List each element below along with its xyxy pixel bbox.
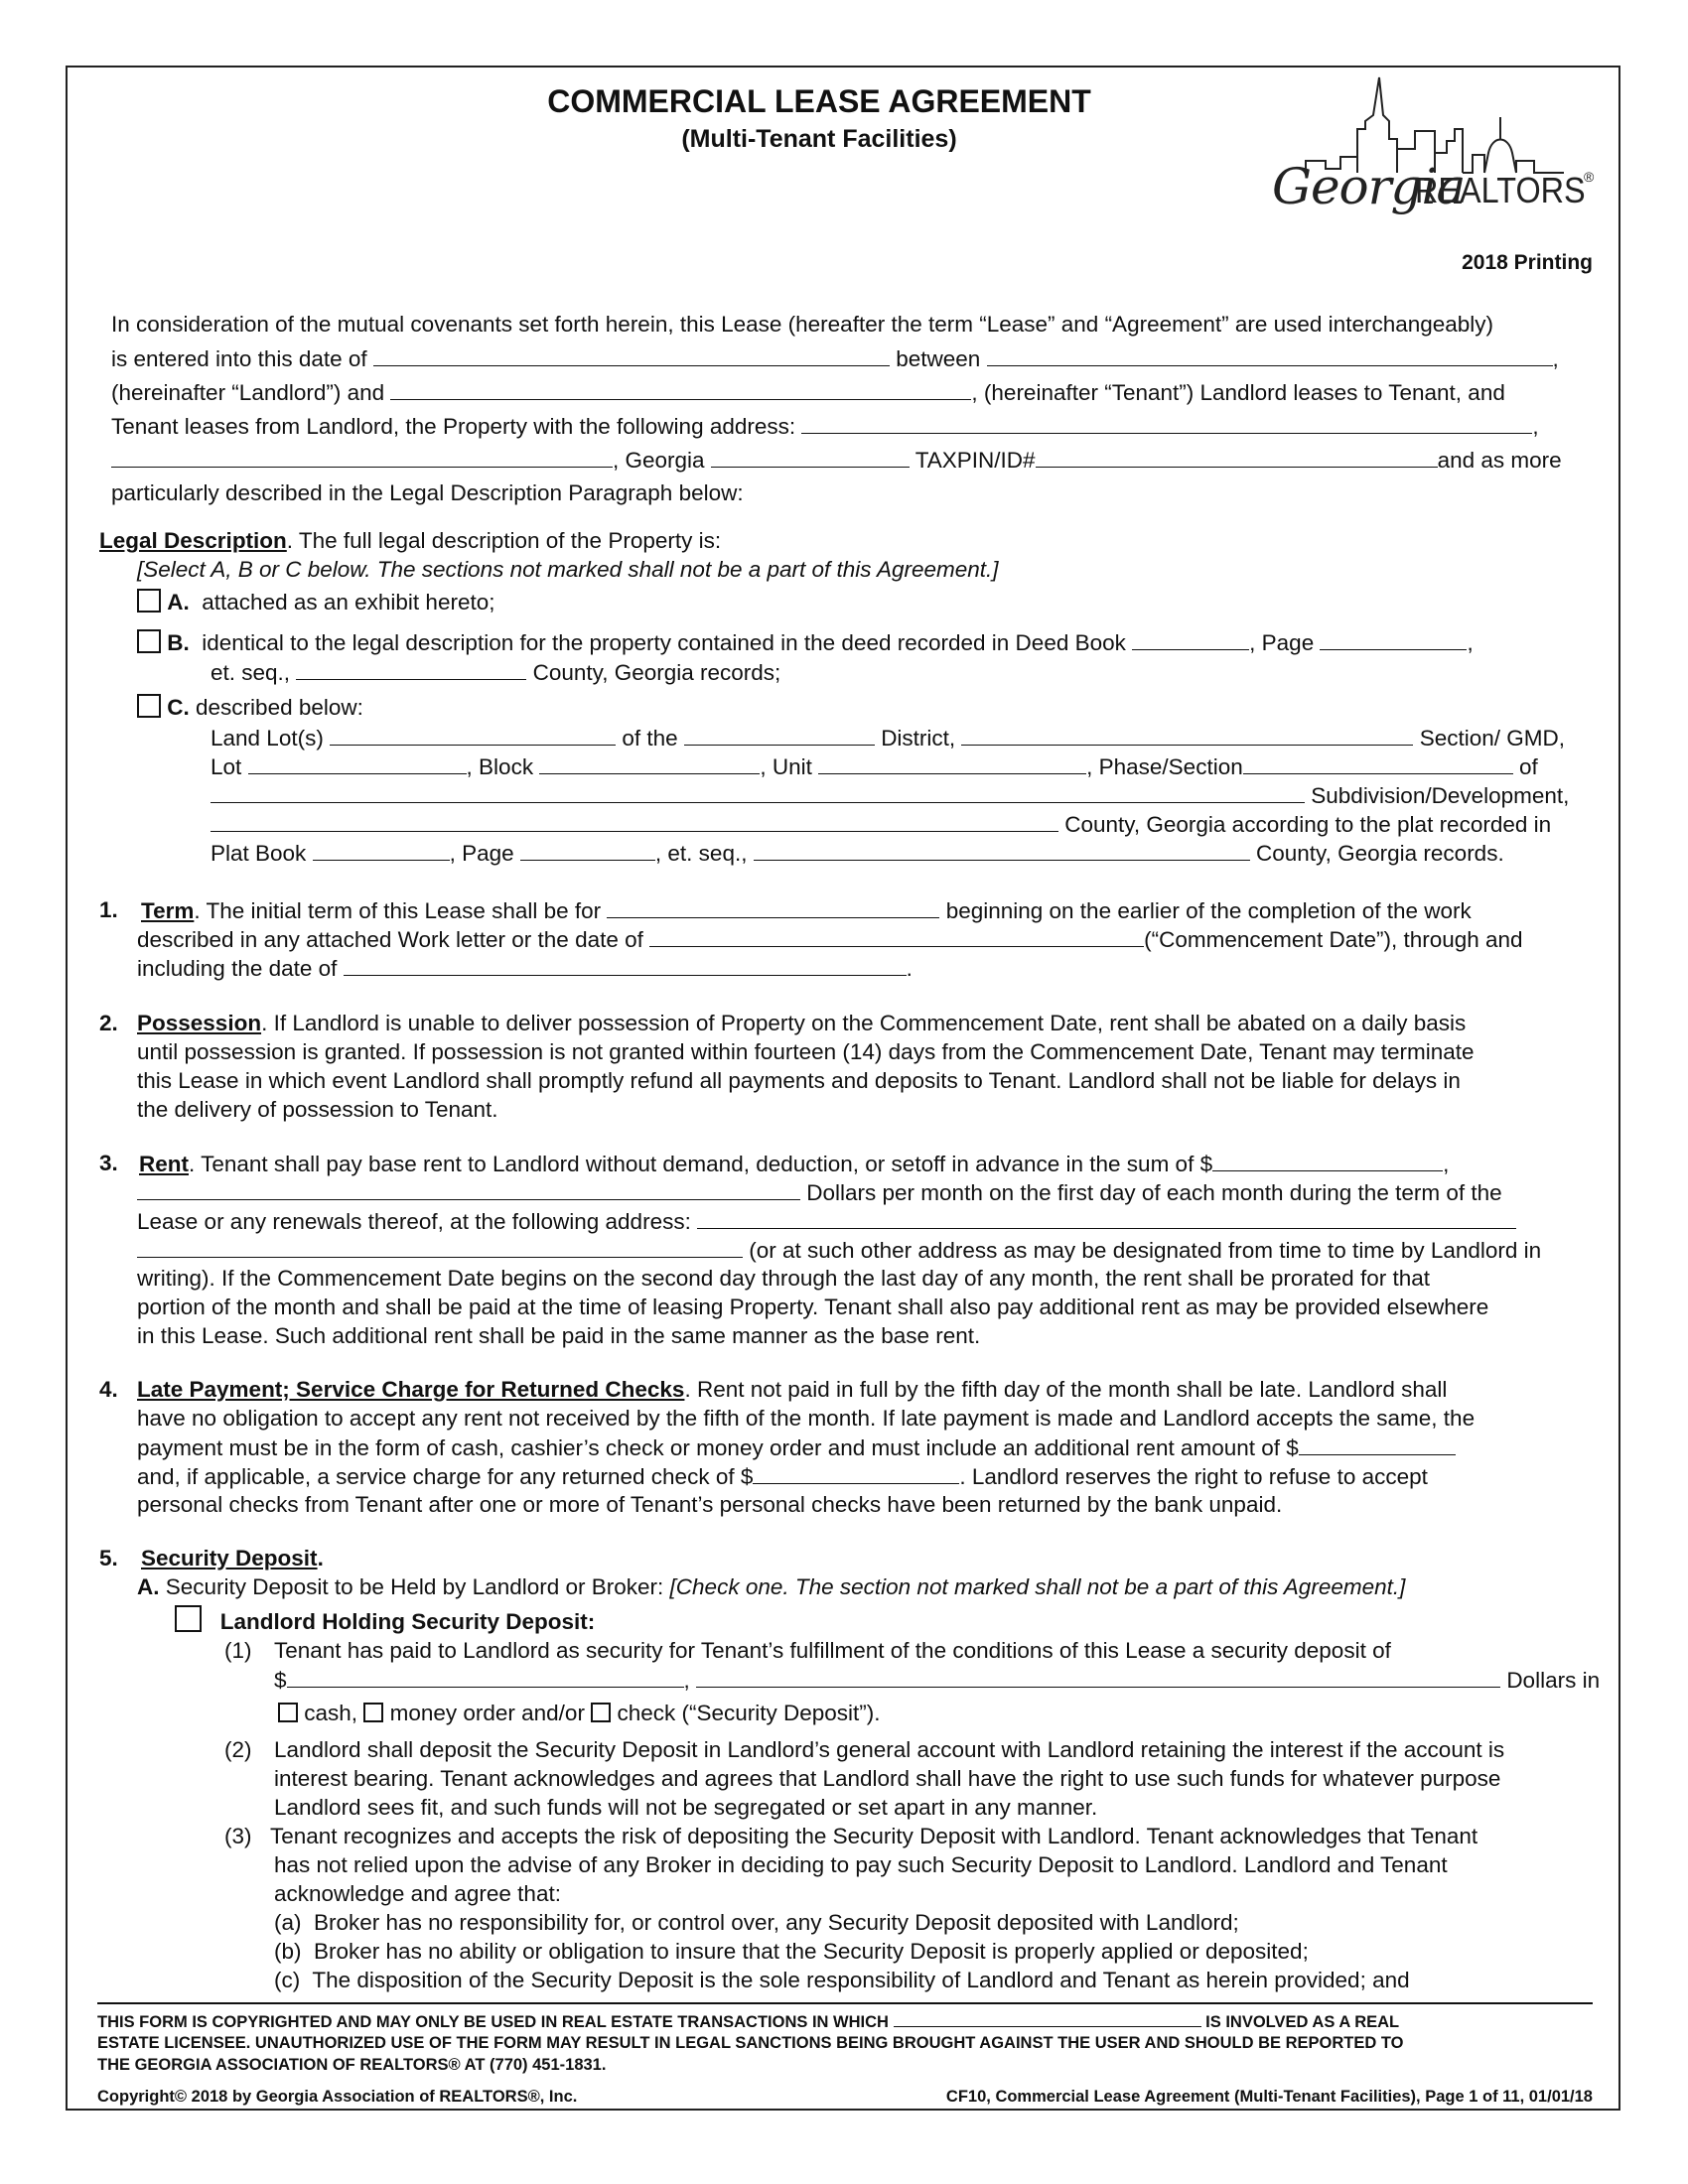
landlord-holding-line (175, 1605, 595, 1636)
rent-line-3 (137, 1206, 1516, 1236)
deposit-heading: Security Deposit (141, 1546, 318, 1570)
deposit-p2-line-1: Landlord shall deposit the Security Deposit in Landlord’s general account with Landlord retaining the interest if the account is (274, 1737, 1505, 1762)
possession-line-2: until possession is granted. If possession is not granted within fourteen (14) days from the Commencement Date, Tenant may terminate (137, 1039, 1475, 1064)
intro-line-4 (111, 411, 1539, 441)
deposit-sub-a (274, 1908, 1239, 1937)
logo-caps-text: REALTORS (1415, 170, 1586, 210)
check-label: check (“Security Deposit”). (617, 1701, 881, 1725)
taxpin-field[interactable] (1036, 445, 1438, 468)
rent-line-6: portion of the month and shall be paid at the time of leasing Property. Tenant shall also pay additional rent as may be provided elsewhere (137, 1295, 1489, 1319)
georgia-label: , Georgia (613, 448, 705, 473)
comma: , (1552, 346, 1559, 371)
page-subtitle: (Multi-Tenant Facilities) (681, 125, 957, 153)
landlord-name-field[interactable] (987, 343, 1553, 366)
sub-c-label: (c) (274, 1968, 301, 1992)
deposit-num: 5. (99, 1546, 118, 1570)
phase-label: , Phase/Section (1086, 754, 1243, 779)
deposit-p2-num: (2) (224, 1737, 252, 1762)
plat-etseq-label: , et. seq., (654, 841, 748, 866)
footer-line-3: THE GEORGIA ASSOCIATION OF REALTORS® AT (770) 451-1831. (97, 2056, 607, 2074)
rent-text-3: Lease or any renewals thereof, at the following address: (137, 1209, 691, 1234)
comma: , (1443, 1152, 1450, 1176)
rent-line-7: in this Lease. Such additional rent shall be paid in the same manner as the base rent. (137, 1323, 981, 1348)
option-c-checkbox[interactable] (137, 694, 161, 718)
commencement-date-field[interactable] (649, 924, 1144, 947)
period: . (317, 1546, 324, 1570)
late-num: 4. (99, 1377, 118, 1402)
possession-text-1: . If Landlord is unable to deliver possession of Property on the Commencement Date, rent shall be abated on a daily basis (261, 1011, 1467, 1035)
deposit-sub-c (274, 1966, 1410, 1994)
printing-year: 2018 Printing (1462, 251, 1593, 274)
term-heading: Term (141, 898, 195, 923)
landlord-label: (hereinafter “Landlord”) and (111, 380, 385, 405)
deposit-p3-line-1: Tenant recognizes and accepts the risk of depositing the Security Deposit with Landlord. Tenant acknowledges that Tenant (270, 1824, 1478, 1848)
deposit-p2-line-3: Landlord sees fit, and such funds will not be segregated or set apart in any manner. (274, 1795, 1098, 1820)
rent-dollars-words-field[interactable] (137, 1177, 800, 1200)
county-records-label: County, Georgia records; (532, 660, 781, 685)
possession-line-1 (137, 1009, 1466, 1037)
cash-label: cash, (304, 1701, 358, 1725)
legal-c-line-5 (211, 838, 1504, 868)
late-text-4: and, if applicable, a service charge for any returned check of $ (137, 1464, 754, 1489)
late-rent-amount-field[interactable] (1299, 1433, 1456, 1455)
deposit-p3-num: (3) (224, 1824, 252, 1848)
dollar-sign: $ (274, 1668, 287, 1693)
possession-heading: Possession (137, 1011, 262, 1035)
term-text-3: described in any attached Work letter or the date of (137, 927, 643, 952)
legal-option-c (137, 693, 363, 722)
deposit-amount-words-field[interactable] (696, 1665, 1500, 1688)
footer-divider (97, 2002, 1593, 2004)
comma: , (683, 1668, 690, 1693)
legal-option-a (137, 588, 494, 616)
sub-b-text: Broker has no ability or obligation to insure that the Security Deposit is properly applied or deposited; (314, 1939, 1309, 1964)
rent-address-field-2[interactable] (137, 1235, 743, 1258)
block-label: , Block (466, 754, 534, 779)
option-a-label: A. (167, 590, 190, 614)
of-the-label: of the (622, 726, 678, 751)
footer-text-1: THIS FORM IS COPYRIGHTED AND MAY ONLY BE USED IN REAL ESTATE TRANSACTIONS IN WHICH (97, 2013, 889, 2031)
rent-text-2: Dollars per month on the first day of each month during the term of the (806, 1180, 1502, 1205)
legal-option-b (137, 627, 1474, 657)
option-b-checkbox[interactable] (137, 629, 161, 653)
term-text-4: (“Commencement Date”), through and (1144, 927, 1523, 952)
legal-c-line-2 (211, 751, 1538, 781)
deposit-sub-b (274, 1937, 1309, 1966)
rent-num: 3. (99, 1151, 118, 1175)
plat-page-label: , Page (449, 841, 514, 866)
sub-a-text: Broker has no responsibility for, or control over, any Security Deposit deposited with Landlord; (314, 1910, 1239, 1935)
late-line-2: have no obligation to accept any rent not received by the fifth of the month. If late payment is made and Landlord accepts the same, the (137, 1406, 1476, 1431)
form-identifier: CF10, Commercial Lease Agreement (Multi-Tenant Facilities), Page 1 of 11, 01/01/18 (945, 2088, 1593, 2106)
county-plat-label: County, Georgia according to the plat recorded in (1064, 812, 1552, 837)
county-records-label: County, Georgia records. (1256, 841, 1504, 866)
taxpin-label: TAXPIN/ID# (914, 448, 1036, 473)
rent-amount-field[interactable] (1212, 1149, 1443, 1171)
returned-check-fee-field[interactable] (753, 1461, 959, 1484)
lot-label: Lot (211, 754, 242, 779)
option-b-text: identical to the legal description for the property contained in the deed recorded in Deed Book (202, 630, 1126, 655)
option-c-text: described below: (196, 695, 363, 720)
money-order-label: money order and/or (389, 1701, 585, 1725)
deposit-a-label: A. (137, 1574, 160, 1599)
possession-line-3: this Lease in which event Landlord shall promptly refund all payments and deposits to Tenant. Landlord shall not be liable for delays in (137, 1068, 1461, 1093)
etseq-label: et. seq., (211, 660, 291, 685)
deposit-p2-line-2: interest bearing. Tenant acknowledges and agrees that Landlord shall have the right to use such funds for whatever purpose (274, 1766, 1501, 1791)
landlord-holding-label: Landlord Holding Security Deposit: (219, 1609, 596, 1634)
comma: , (1467, 630, 1474, 655)
footer-line-2: ESTATE LICENSEE. UNAUTHORIZED USE OF THE FORM MAY RESULT IN LEGAL SANCTIONS BEING BROUGHT AGAINST THE USER AND SHOULD BE REPORTED TO (97, 2034, 1404, 2052)
property-zip-field[interactable] (711, 445, 910, 468)
legal-description-line (99, 526, 721, 555)
rent-line-2 (137, 1177, 1502, 1207)
lease-date-field[interactable] (373, 343, 890, 366)
term-line-3 (137, 953, 913, 983)
georgia-realtors-logo (1266, 69, 1604, 258)
page-label: , Page (1249, 630, 1315, 655)
option-a-checkbox[interactable] (137, 589, 161, 613)
deposit-a-text: Security Deposit to be Held by Landlord or Broker: (165, 1574, 664, 1599)
intro-line-2 (111, 343, 1559, 373)
intro-line-1: In consideration of the mutual covenants set forth herein, this Lease (hereafter the term “Lease” and “Agreement” are used interchangeably) (111, 312, 1494, 337)
intro-line-6: particularly described in the Legal Description Paragraph below: (111, 480, 744, 505)
rent-line-4 (137, 1235, 1541, 1265)
late-line-5: personal checks from Tenant after one or more of Tenant’s personal checks have been returned by the bank unpaid. (137, 1492, 1283, 1517)
comma: , (1532, 414, 1539, 439)
and-as-more-label: and as more (1437, 448, 1562, 473)
district-label: District, (881, 726, 956, 751)
licensee-field[interactable] (894, 2011, 1201, 2027)
term-text: . The initial term of this Lease shall be for (194, 898, 602, 923)
deposit-p1-line-2 (274, 1665, 1600, 1695)
term-line-2 (137, 924, 1523, 954)
option-a-text: attached as an exhibit hereto; (202, 590, 495, 614)
unit-field[interactable] (818, 751, 1086, 774)
cash-checkbox[interactable] (278, 1703, 298, 1722)
district-field[interactable] (684, 723, 875, 746)
late-line-4 (137, 1461, 1428, 1491)
phase-field[interactable] (1243, 751, 1513, 774)
late-text-3: payment must be in the form of cash, cashier’s check or money order and must include an additional rent amount of $ (137, 1435, 1299, 1460)
property-address-field[interactable] (801, 411, 1532, 434)
option-b-label: B. (167, 630, 190, 655)
deed-county-field[interactable] (296, 657, 526, 680)
logo-registered-mark: ® (1584, 169, 1595, 185)
land-lot-field[interactable] (330, 723, 616, 746)
plat-records-county-field[interactable] (754, 838, 1250, 861)
land-lot-label: Land Lot(s) (211, 726, 324, 751)
unit-label: , Unit (760, 754, 812, 779)
subdivision-label: Subdivision/Development, (1311, 783, 1570, 808)
deed-page-field[interactable] (1320, 627, 1467, 650)
late-text-5: . Landlord reserves the right to refuse to accept (959, 1464, 1428, 1489)
dollars-in-label: Dollars in (1506, 1668, 1601, 1693)
late-text-1: . Rent not paid in full by the fifth day of the month shall be late. Landlord shall (684, 1377, 1448, 1402)
plat-book-field[interactable] (313, 838, 450, 861)
page-title: COMMERCIAL LEASE AGREEMENT (547, 83, 1091, 119)
deposit-p1-num: (1) (224, 1638, 252, 1663)
rent-line-5: writing). If the Commencement Date begins on the second day through the last day of any month, the rent shall be prorated for that (137, 1266, 1430, 1291)
footer-text-2: IS INVOLVED AS A REAL (1205, 2013, 1400, 2031)
money-order-checkbox[interactable] (363, 1703, 383, 1722)
rent-address-field-1[interactable] (697, 1206, 1516, 1229)
property-address-label: Tenant leases from Landlord, the Property with the following address: (111, 414, 796, 439)
intro-date-label: is entered into this date of (111, 346, 367, 371)
deposit-p1-line-3 (278, 1699, 881, 1727)
intro-line-5 (111, 445, 1562, 475)
term-text-2: beginning on the earlier of the completion of the work (945, 898, 1472, 923)
deposit-a-instruction: [Check one. The section not marked shall not be a part of this Agreement.] (669, 1574, 1406, 1599)
deposit-p3-line-2: has not relied upon the advise of any Broker in deciding to pay such Security Deposit to Landlord. Landlord and Tenant (274, 1852, 1448, 1877)
footer-line-1 (97, 2011, 1399, 2033)
section-label: Section/ GMD, (1419, 726, 1566, 751)
deed-book-field[interactable] (1132, 627, 1249, 650)
tenant-name-field[interactable] (390, 377, 971, 400)
subdivision-field[interactable] (211, 780, 1305, 803)
late-line-3 (137, 1433, 1456, 1462)
plat-page-field[interactable] (520, 838, 655, 861)
logo-script-text: Georgia (1272, 158, 1466, 215)
rent-text-4: (or at such other address as may be designated from time to time by Landlord in (749, 1238, 1542, 1263)
plat-book-label: Plat Book (211, 841, 307, 866)
intro-line-3 (111, 377, 1505, 407)
check-checkbox[interactable] (591, 1703, 611, 1722)
copyright-notice: Copyright© 2018 by Georgia Association of REALTORS®, Inc. (97, 2088, 578, 2106)
of-label: of (1519, 754, 1538, 779)
possession-line-4: the delivery of possession to Tenant. (137, 1097, 498, 1122)
deposit-amount-field[interactable] (287, 1665, 684, 1688)
legal-c-line-3 (211, 780, 1569, 810)
landlord-holding-checkbox[interactable] (175, 1605, 202, 1632)
term-length-field[interactable] (607, 895, 939, 918)
late-line-1 (137, 1375, 1447, 1404)
deposit-p3-line-3: acknowledge and agree that: (274, 1881, 561, 1906)
possession-num: 2. (99, 1011, 118, 1035)
period: . (906, 956, 913, 981)
lot-field[interactable] (248, 751, 467, 774)
sub-a-label: (a) (274, 1910, 302, 1935)
legal-c-line-4 (211, 809, 1551, 839)
option-c-label: C. (167, 695, 190, 720)
legal-description-heading: Legal Description (99, 528, 287, 553)
term-line-1 (141, 895, 1472, 925)
rent-line-1 (139, 1149, 1449, 1178)
legal-description-intro: . The full legal description of the Property is: (286, 528, 722, 553)
term-num: 1. (99, 897, 118, 922)
late-heading: Late Payment; Service Charge for Returned Checks (137, 1377, 685, 1402)
tenant-label: , (hereinafter “Tenant”) Landlord leases to Tenant, and (971, 380, 1505, 405)
term-text-5: including the date of (137, 956, 338, 981)
deposit-p1-line-1: Tenant has paid to Landlord as security for Tenant’s fulfillment of the conditions of this Lease a security deposit of (274, 1638, 1391, 1663)
rent-text-1: . Tenant shall pay base rent to Landlord without demand, deduction, or setoff in advance in the sum of $ (189, 1152, 1213, 1176)
legal-c-line-1 (211, 723, 1565, 752)
intro-between-label: between (896, 346, 981, 371)
deposit-heading-line (141, 1544, 324, 1572)
deposit-a-line (137, 1572, 1405, 1601)
rent-heading: Rent (139, 1152, 189, 1176)
end-date-field[interactable] (344, 953, 907, 976)
sub-b-label: (b) (274, 1939, 302, 1964)
block-field[interactable] (539, 751, 760, 774)
plat-county-field[interactable] (211, 809, 1058, 832)
legal-option-b-line-2 (211, 657, 780, 687)
property-city-field[interactable] (111, 445, 613, 468)
legal-instruction: [Select A, B or C below. The sections not marked shall not be a part of this Agreement.] (137, 557, 999, 582)
section-field[interactable] (961, 723, 1413, 746)
sub-c-text: The disposition of the Security Deposit is the sole responsibility of Landlord and Tenant as herein provided; and (312, 1968, 1410, 1992)
